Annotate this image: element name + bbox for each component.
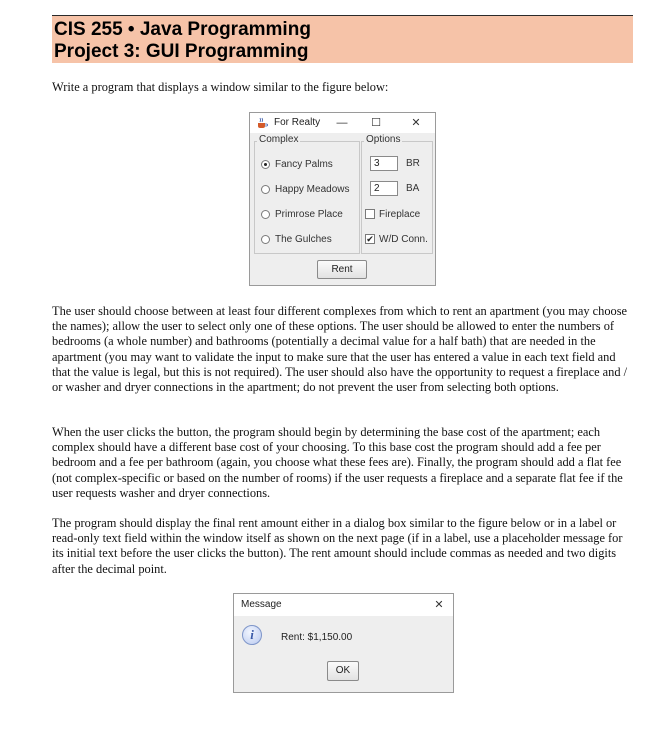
dialog-title: Message: [241, 599, 282, 610]
bathrooms-field[interactable]: 2: [370, 181, 398, 196]
radio-the-gulches[interactable]: [261, 232, 332, 246]
rent-button[interactable]: Rent: [317, 260, 367, 279]
window-titlebar: [250, 113, 435, 133]
radio-happy-meadows[interactable]: [261, 182, 349, 196]
fireplace-checkbox[interactable]: [365, 207, 420, 221]
bathrooms-label: BA: [406, 183, 420, 194]
paragraph-3: The program should display the final rent amount either in a dialog box similar to the figure below or in a label or read-only text field within the window itself as shown on the next page (if in a label, use a placeholder message for its initial text before the user clicks the button). The rent amount should include commas as needed and two digits after the decimal point.: [52, 516, 623, 576]
dialog-titlebar: [234, 594, 453, 616]
radio-label: Fancy Palms: [275, 158, 333, 170]
radio-primrose-place[interactable]: [261, 207, 343, 221]
bedrooms-label: BR: [406, 158, 420, 169]
ok-button[interactable]: OK: [327, 661, 359, 681]
radio-label: Primrose Place: [275, 208, 343, 220]
information-icon: i: [242, 625, 262, 645]
java-cup-icon: [256, 117, 268, 129]
radio-indicator[interactable]: [261, 210, 270, 219]
window-title: For Realty: [274, 117, 321, 128]
checkbox-label: Fireplace: [379, 208, 421, 220]
checkbox-box[interactable]: [365, 209, 375, 219]
checkbox-label: W/D Conn.: [379, 233, 428, 245]
complex-group: [254, 134, 360, 254]
radio-label: Happy Meadows: [275, 183, 350, 195]
checkmark-icon[interactable]: ✔: [366, 234, 374, 244]
message-dialog: [233, 593, 454, 693]
title-banner: [52, 15, 633, 63]
paragraph-1: The user should choose between at least four different complexes from which to rent an apartment (you may choose the names); allow the user to select only one of these options. The user should be allowed to enter the numbers of bedrooms (a whole number) and bathrooms (potentially a decimal value for a half bath) that are needed in the apartment (you may want to validate the input to make sure that the user has entered a value in each text field and that the value is legal, but this is not required). The user should also have the opportunity to request a fireplace and / or washer and dryer connections in the apartment; do not prevent the user from selecting both options.: [52, 304, 628, 395]
paragraph-2: When the user clicks the button, the program should begin by determining the base cost of the apartment; each complex should have a different base cost of your choosing. To this base cost the program should add a fee per bedroom and a fee per bathroom (again, you choose what these fees are). Finally, the program should add a flat fee (not complex-specific or based on the number of rooms) if the user requests a fireplace and a separate flat fee if the user requests washer and dryer connections.: [52, 425, 623, 500]
wd-connections-checkbox[interactable]: [365, 232, 428, 246]
options-group: [361, 134, 433, 254]
close-button[interactable]: ✕: [411, 117, 421, 129]
options-group-label: Options: [366, 134, 401, 145]
maximize-button[interactable]: ☐: [371, 117, 381, 129]
dialog-close-button[interactable]: ✕: [434, 599, 444, 611]
radio-fancy-palms[interactable]: [261, 157, 333, 171]
bedrooms-field[interactable]: 3: [370, 156, 398, 171]
minimize-button[interactable]: —: [336, 117, 348, 129]
radio-indicator[interactable]: [261, 235, 270, 244]
rent-message: Rent: $1,150.00: [281, 632, 353, 643]
project-title: Project 3: GUI Programming: [54, 41, 309, 62]
radio-indicator-selected[interactable]: [261, 160, 270, 169]
radio-indicator[interactable]: [261, 185, 270, 194]
radio-label: The Gulches: [275, 233, 332, 245]
intro-text: Write a program that displays a window similar to the figure below:: [52, 80, 389, 94]
complex-group-label: Complex: [259, 134, 299, 145]
realty-window: [249, 112, 436, 286]
course-title: CIS 255 • Java Programming: [54, 19, 311, 40]
